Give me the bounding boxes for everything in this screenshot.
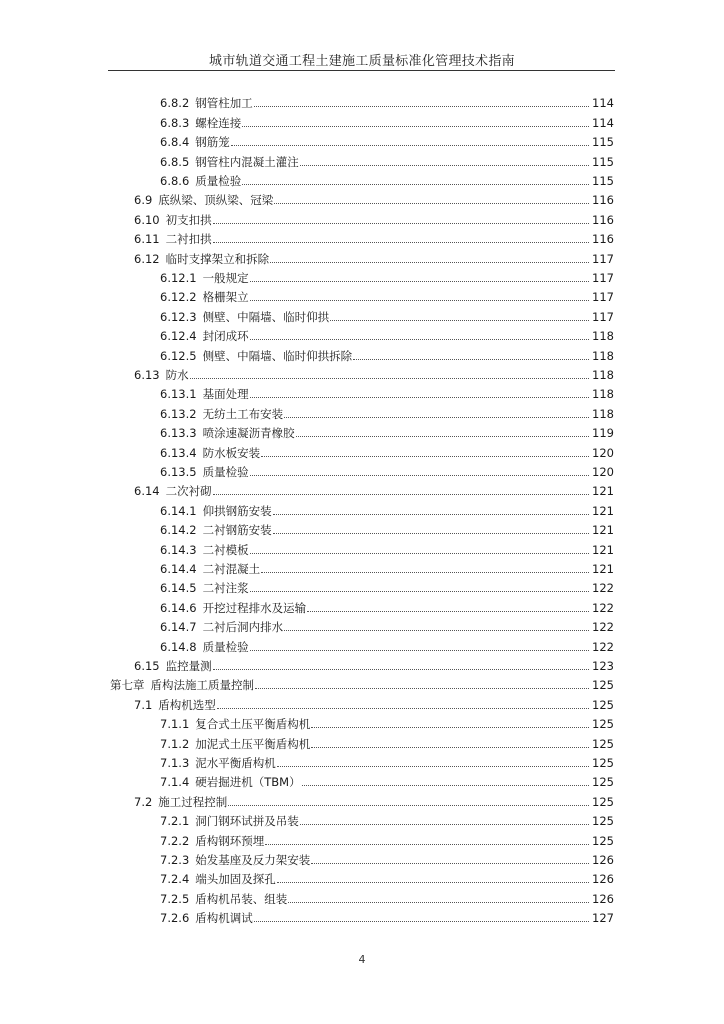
toc-entry[interactable]: [160, 285, 614, 304]
toc-entry-number: 6.9: [134, 193, 153, 208]
toc-entry[interactable]: [160, 828, 614, 847]
toc-entry[interactable]: [160, 149, 614, 168]
toc-entry-number: 6.14.7: [160, 620, 197, 635]
toc-entry-page: 125: [592, 775, 614, 790]
toc-entry-title: 喷涂速凝沥青橡胶: [202, 426, 295, 441]
dot-leader: [296, 436, 589, 437]
dot-leader: [250, 650, 589, 651]
toc-entry-page: 122: [592, 600, 614, 615]
toc-entry[interactable]: [160, 266, 614, 285]
toc-entry-number: 7.1.3: [160, 755, 190, 770]
toc-entry-number: 7.2.1: [160, 814, 190, 829]
toc-entry[interactable]: [160, 867, 614, 886]
dot-leader: [213, 242, 589, 243]
toc-entry-title: 仰拱钢筋安装: [202, 503, 272, 518]
toc-entry[interactable]: [160, 91, 614, 110]
dot-leader: [300, 824, 589, 825]
toc-entry-title: 二衬后洞内排水: [202, 620, 284, 635]
dot-leader: [242, 126, 589, 127]
toc-entry-title: 二衬模板: [202, 542, 249, 557]
toc-entry-title: 开挖过程排水及运输: [202, 600, 307, 615]
toc-entry-title: 盾构机吊装、组装: [195, 891, 288, 906]
dot-leader: [307, 611, 589, 612]
toc-entry[interactable]: [160, 343, 614, 362]
toc-entry-title: 质量检验: [202, 464, 249, 479]
dot-leader: [190, 378, 589, 379]
dot-leader: [288, 902, 589, 903]
toc-entry-page: 116: [592, 193, 614, 208]
toc-entry-title: 格栅架立: [202, 290, 249, 305]
toc-entry-page: 117: [592, 251, 614, 266]
dot-leader: [250, 339, 589, 340]
toc-entry-title: 防水板安装: [202, 445, 261, 460]
toc-entry[interactable]: [134, 246, 614, 265]
toc-entry-page: 116: [592, 212, 614, 227]
toc-entry-page: 126: [592, 872, 614, 887]
toc-entry-page: 118: [592, 387, 614, 402]
dot-leader: [284, 630, 589, 631]
toc-entry-page: 117: [592, 290, 614, 305]
toc-entry-number: 7.1: [134, 697, 153, 712]
toc-entry-number: 7.2: [134, 794, 153, 809]
dot-leader: [273, 514, 589, 515]
toc-entry[interactable]: [160, 712, 614, 731]
header-rule: [108, 70, 615, 71]
toc-entry[interactable]: [160, 770, 614, 789]
toc-entry-number: 7.1.4: [160, 775, 190, 790]
toc-entry-number: 6.12.5: [160, 348, 197, 363]
toc-entry-title: 侧壁、中隔墙、临时仰拱: [202, 309, 330, 324]
toc-entry-number: 6.13.4: [160, 445, 197, 460]
dot-leader: [311, 747, 589, 748]
dot-leader: [265, 844, 589, 845]
toc-entry-title: 二次衬砌: [165, 484, 212, 499]
dot-leader: [254, 921, 589, 922]
dot-leader: [302, 785, 589, 786]
toc-entry-page: 120: [592, 445, 614, 460]
toc-entry-number: 7.1.1: [160, 717, 190, 732]
toc-entry-number: 6.8.6: [160, 173, 190, 188]
toc-entry-page: 121: [592, 542, 614, 557]
toc-entry-number: 6.14.8: [160, 639, 197, 654]
toc-entry-page: 122: [592, 620, 614, 635]
toc-entry[interactable]: [160, 751, 614, 770]
page-number: 4: [358, 953, 366, 966]
toc-entry-number: 6.8.5: [160, 154, 190, 169]
toc-entry-number: 6.8.4: [160, 135, 190, 150]
dot-leader: [228, 805, 589, 806]
toc-entry-page: 123: [592, 658, 614, 673]
dot-leader: [250, 553, 589, 554]
toc-entry-page: 122: [592, 581, 614, 596]
toc-entry[interactable]: [160, 498, 614, 517]
toc-entry[interactable]: [134, 363, 614, 382]
toc-entry-title: 泥水平衡盾构机: [195, 755, 276, 770]
toc-entry-page: 120: [592, 464, 614, 479]
toc-entry[interactable]: [160, 615, 614, 634]
toc-entry-number: 6.8.2: [160, 96, 190, 111]
toc-entry[interactable]: [160, 421, 614, 440]
toc-entry-number: 6.8.3: [160, 115, 190, 130]
dot-leader: [213, 669, 589, 670]
toc-entry-title: 钢管柱内混凝土灌注: [195, 154, 299, 169]
toc-entry-number: 7.2.4: [160, 872, 190, 887]
dot-leader: [213, 223, 589, 224]
toc-entry-page: 125: [592, 678, 614, 693]
toc-entry-page: 121: [592, 561, 614, 576]
toc-entry[interactable]: [160, 130, 614, 149]
toc-entry-page: 118: [592, 367, 614, 382]
toc-entry-title: 盾构机调试: [195, 911, 253, 926]
toc-entry-title: 监控量测: [165, 658, 212, 673]
toc-entry-number: 6.13.3: [160, 426, 197, 441]
toc-entry-number: 6.14.5: [160, 581, 197, 596]
toc-entry-number: 7.2.3: [160, 852, 190, 867]
toc-entry-number: 6.13.1: [160, 387, 197, 402]
toc-entry-page: 117: [592, 270, 614, 285]
toc-entry-page: 118: [592, 348, 614, 363]
toc-entry[interactable]: [110, 673, 614, 692]
dot-leader: [274, 203, 589, 204]
toc-entry-page: 119: [592, 426, 614, 441]
toc-entry-number: 6.14.3: [160, 542, 197, 557]
toc-entry-page: 115: [592, 173, 614, 188]
toc-entry-number: 6.11: [134, 232, 160, 247]
toc-entry[interactable]: [160, 537, 614, 556]
toc-entry-number: 6.12.4: [160, 329, 197, 344]
toc-entry[interactable]: [160, 886, 614, 905]
toc-entry[interactable]: [160, 634, 614, 653]
toc-entry[interactable]: [160, 576, 614, 595]
toc-entry-number: 6.12.3: [160, 309, 197, 324]
toc-entry[interactable]: [134, 188, 614, 207]
toc-entry-number: 6.14.2: [160, 523, 197, 538]
toc-entry[interactable]: [160, 595, 614, 614]
toc-entry-number: 6.12.1: [160, 270, 197, 285]
toc-entry-number: 6.14: [134, 484, 160, 499]
dot-leader: [250, 475, 589, 476]
toc-entry-page: 121: [592, 503, 614, 518]
toc-entry-page: 126: [592, 852, 614, 867]
toc-entry-title: 二衬钢筋安装: [202, 523, 272, 538]
toc-entry[interactable]: [134, 789, 614, 808]
toc-entry-title: 临时支撑架立和拆除: [165, 251, 270, 266]
toc-entry[interactable]: [160, 557, 614, 576]
dot-leader: [273, 533, 589, 534]
toc-entry-number: 6.13.2: [160, 406, 197, 421]
toc-entry-title: 加泥式土压平衡盾构机: [195, 736, 311, 751]
toc-entry-number: 6.13.5: [160, 464, 197, 479]
toc-entry[interactable]: [160, 440, 614, 459]
toc-entry-title: 无纺土工布安装: [202, 406, 284, 421]
toc-entry-page: 125: [592, 736, 614, 751]
toc-entry-title: 盾构机选型: [158, 697, 216, 712]
toc-entry-page: 125: [592, 794, 614, 809]
dot-leader: [284, 417, 589, 418]
toc-entry-page: 116: [592, 232, 614, 247]
dot-leader: [217, 708, 589, 709]
dot-leader: [255, 688, 589, 689]
dot-leader: [311, 727, 589, 728]
toc-entry-page: 121: [592, 523, 614, 538]
toc-entry[interactable]: [134, 692, 614, 711]
toc-entry-title: 质量检验: [195, 173, 242, 188]
toc-entry[interactable]: [160, 731, 614, 750]
toc-entry-title: 底纵梁、顶纵梁、冠梁: [158, 193, 274, 208]
toc-entry[interactable]: [160, 460, 614, 479]
toc-entry-title: 螺栓连接: [195, 115, 242, 130]
toc-entry-page: 125: [592, 814, 614, 829]
toc-entry-title: 复合式土压平衡盾构机: [195, 717, 311, 732]
toc-entry-title: 施工过程控制: [158, 794, 228, 809]
dot-leader: [250, 397, 589, 398]
toc-entry[interactable]: [160, 110, 614, 129]
toc-entry-number: 6.14.1: [160, 503, 197, 518]
toc-entry-title: 基面处理: [202, 387, 249, 402]
dot-leader: [242, 184, 589, 185]
toc-entry-number: 6.14.4: [160, 561, 197, 576]
toc-entry[interactable]: [160, 169, 614, 188]
dot-leader: [353, 359, 589, 360]
dot-leader: [330, 320, 589, 321]
dot-leader: [250, 281, 589, 282]
toc-entry-title: 封闭成环: [202, 329, 249, 344]
dot-leader: [250, 300, 589, 301]
toc-entry-number: 6.10: [134, 212, 160, 227]
toc-entry-title: 质量检验: [202, 639, 249, 654]
toc-entry-page: 122: [592, 639, 614, 654]
toc-entry-page: 115: [592, 154, 614, 169]
toc-entry-title: 防水: [165, 367, 189, 382]
dot-leader: [277, 882, 589, 883]
toc-entry-title: 钢管柱加工: [195, 96, 253, 111]
toc-entry-number: 6.12: [134, 251, 160, 266]
dot-leader: [213, 494, 589, 495]
dot-leader: [270, 262, 589, 263]
toc-entry-page: 126: [592, 891, 614, 906]
dot-leader: [300, 165, 589, 166]
toc-entry-page: 125: [592, 833, 614, 848]
toc-entry-page: 118: [592, 406, 614, 421]
toc-entry-number: 7.1.2: [160, 736, 190, 751]
dot-leader: [261, 572, 589, 573]
toc-entry-page: 121: [592, 484, 614, 499]
toc-entry[interactable]: [160, 324, 614, 343]
toc-entry[interactable]: [160, 382, 614, 401]
toc-entry-page: 127: [592, 911, 614, 926]
toc-entry-title: 初支扣拱: [165, 212, 212, 227]
toc-entry[interactable]: [134, 207, 614, 226]
toc-entry[interactable]: [160, 401, 614, 420]
toc-entry[interactable]: [134, 654, 614, 673]
toc-entry-title: 二衬混凝土: [202, 561, 261, 576]
toc-entry-title: 钢筋笼: [195, 135, 230, 150]
dot-leader: [261, 456, 589, 457]
toc-entry-number: 6.14.6: [160, 600, 197, 615]
toc-entry[interactable]: [160, 906, 614, 925]
toc-entry-number: 第七章: [110, 678, 145, 693]
toc-entry[interactable]: [160, 518, 614, 537]
toc-entry-number: 7.2.5: [160, 891, 190, 906]
toc-entry-title: 盾构法施工质量控制: [150, 678, 254, 693]
toc-entry[interactable]: [160, 848, 614, 867]
toc-entry-page: 125: [592, 717, 614, 732]
toc-entry-page: 117: [592, 309, 614, 324]
dot-leader: [277, 766, 589, 767]
toc-entry-number: 6.13: [134, 367, 160, 382]
toc-entry-number: 6.12.2: [160, 290, 197, 305]
toc-entry-title: 端头加固及探孔: [195, 872, 276, 887]
toc-entry-title: 始发基座及反力架安装: [195, 852, 311, 867]
toc-entry[interactable]: [160, 809, 614, 828]
toc-entry-title: 二衬注浆: [202, 581, 249, 596]
toc-entry-title: 一般规定: [202, 270, 249, 285]
toc-entry-number: 6.15: [134, 658, 160, 673]
dot-leader: [231, 145, 589, 146]
toc-entry-page: 118: [592, 329, 614, 344]
toc-entry-title: 硬岩掘进机（TBM）: [195, 775, 301, 790]
toc-entry-number: 7.2.2: [160, 833, 190, 848]
toc-entry-title: 二衬扣拱: [165, 232, 212, 247]
dot-leader: [311, 863, 589, 864]
toc-entry-page: 125: [592, 755, 614, 770]
toc-entry-number: 7.2.6: [160, 911, 190, 926]
toc-entry[interactable]: [160, 304, 614, 323]
toc-entry-title: 洞门钢环试拼及吊装: [195, 814, 299, 829]
toc-entry[interactable]: [134, 227, 614, 246]
dot-leader: [254, 106, 589, 107]
running-header-title: 城市轨道交通工程土建施工质量标准化管理技术指南: [209, 54, 515, 69]
toc-entry-title: 侧壁、中隔墙、临时仰拱拆除: [202, 348, 353, 363]
toc-entry[interactable]: [134, 479, 614, 498]
toc-entry-title: 盾构钢环预埋: [195, 833, 265, 848]
toc-entry-page: 125: [592, 697, 614, 712]
toc-entry-page: 114: [592, 115, 614, 130]
toc-entry-page: 114: [592, 96, 614, 111]
toc-entry-page: 115: [592, 135, 614, 150]
dot-leader: [250, 591, 589, 592]
